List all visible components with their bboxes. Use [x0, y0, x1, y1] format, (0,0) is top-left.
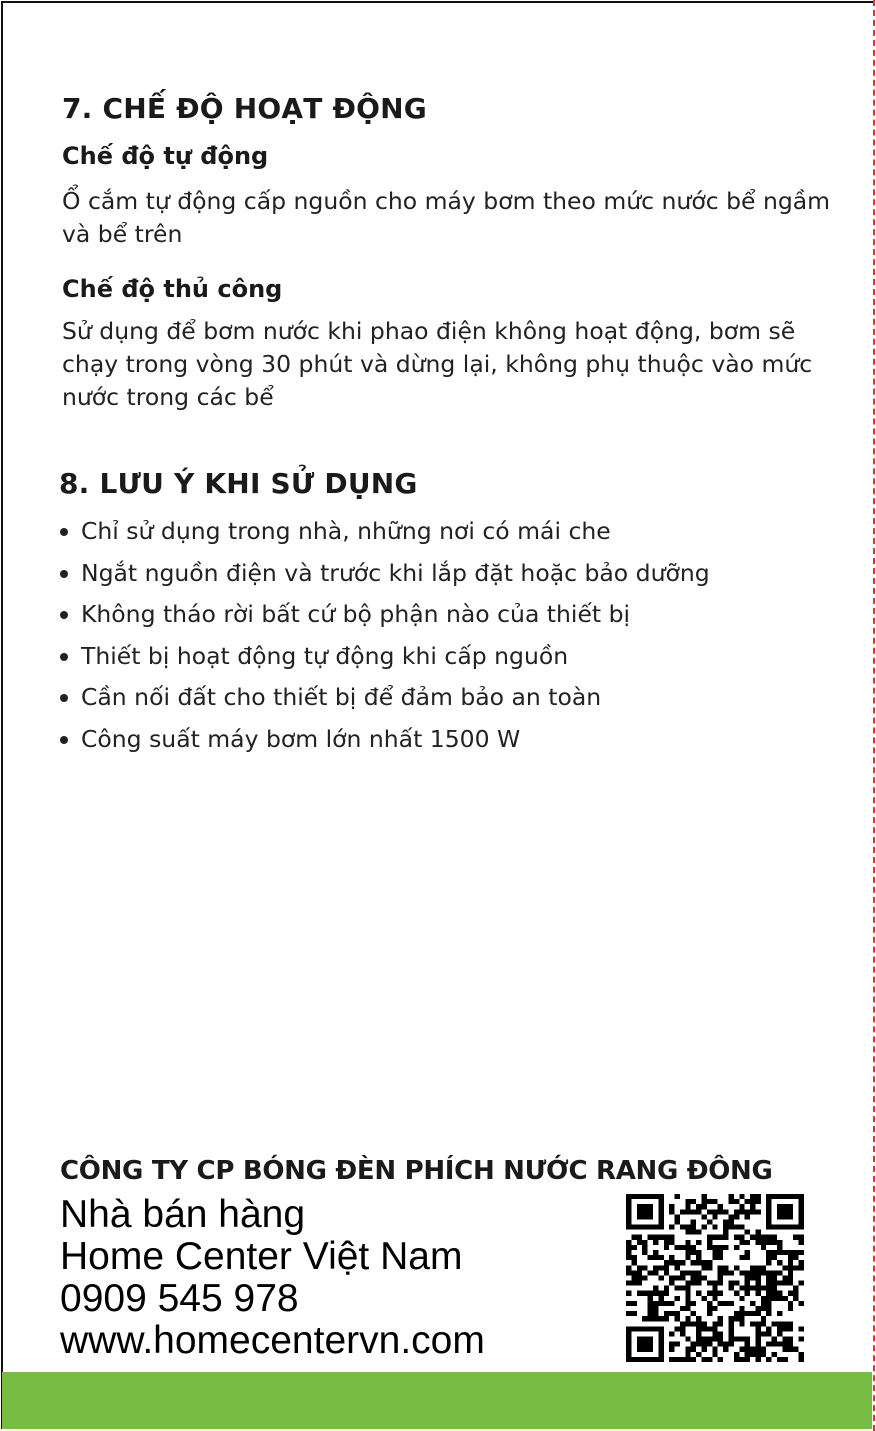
company-name: CÔNG TY CP BÓNG ĐÈN PHÍCH NƯỚC RANG ĐÔNG [60, 1156, 773, 1186]
bullet-icon [60, 736, 68, 744]
bullet-icon [60, 611, 68, 619]
bullet-icon [60, 694, 68, 702]
bullet-icon [60, 653, 68, 661]
seller-label: Nhà bán hàng [60, 1193, 306, 1236]
footer-color-bar [2, 1372, 872, 1429]
manual-mode-text: Sử dụng để bơm nước khi phao điện không hoạt động, bơm sẽ chạy trong vòng 30 phút và dừng lại, không phụ thuộc vào mức nước trong các bể [62, 317, 813, 411]
list-item: Ngắt nguồn điện và trước khi lắp đặt hoặc bảo dưỡng [58, 555, 710, 597]
auto-mode-text: Ổ cắm tự động cấp nguồn cho máy bơm theo mức nước bể ngầm và bể trên [62, 187, 831, 248]
section-8-title: 8. LƯU Ý KHI SỬ DỤNG [59, 467, 418, 500]
list-item: Cần nối đất cho thiết bị để đảm bảo an toàn [58, 679, 710, 721]
seller-name: Home Center Việt Nam [60, 1235, 463, 1278]
seller-website: www.homecentervn.com [60, 1319, 485, 1362]
list-item: Thiết bị hoạt động tự động khi cấp nguồn [58, 638, 710, 680]
auto-mode-title: Chế độ tự động [62, 142, 269, 170]
bullet-icon [60, 528, 68, 536]
usage-notes-list [58, 513, 710, 763]
manual-mode-title: Chế độ thủ công [62, 275, 283, 303]
list-item: Chỉ sử dụng trong nhà, những nơi có mái che [58, 513, 710, 555]
seller-info [60, 1194, 485, 1362]
cut-line [873, 0, 875, 1431]
list-item: Công suất máy bơm lớn nhất 1500 W [58, 721, 710, 763]
section-7-title: 7. CHẾ ĐỘ HOẠT ĐỘNG [62, 92, 427, 125]
list-item: Không tháo rời bất cứ bộ phận nào của thiết bị [58, 596, 710, 638]
bullet-icon [60, 570, 68, 578]
seller-phone: 0909 545 978 [60, 1277, 299, 1320]
qr-code-icon [626, 1194, 804, 1362]
